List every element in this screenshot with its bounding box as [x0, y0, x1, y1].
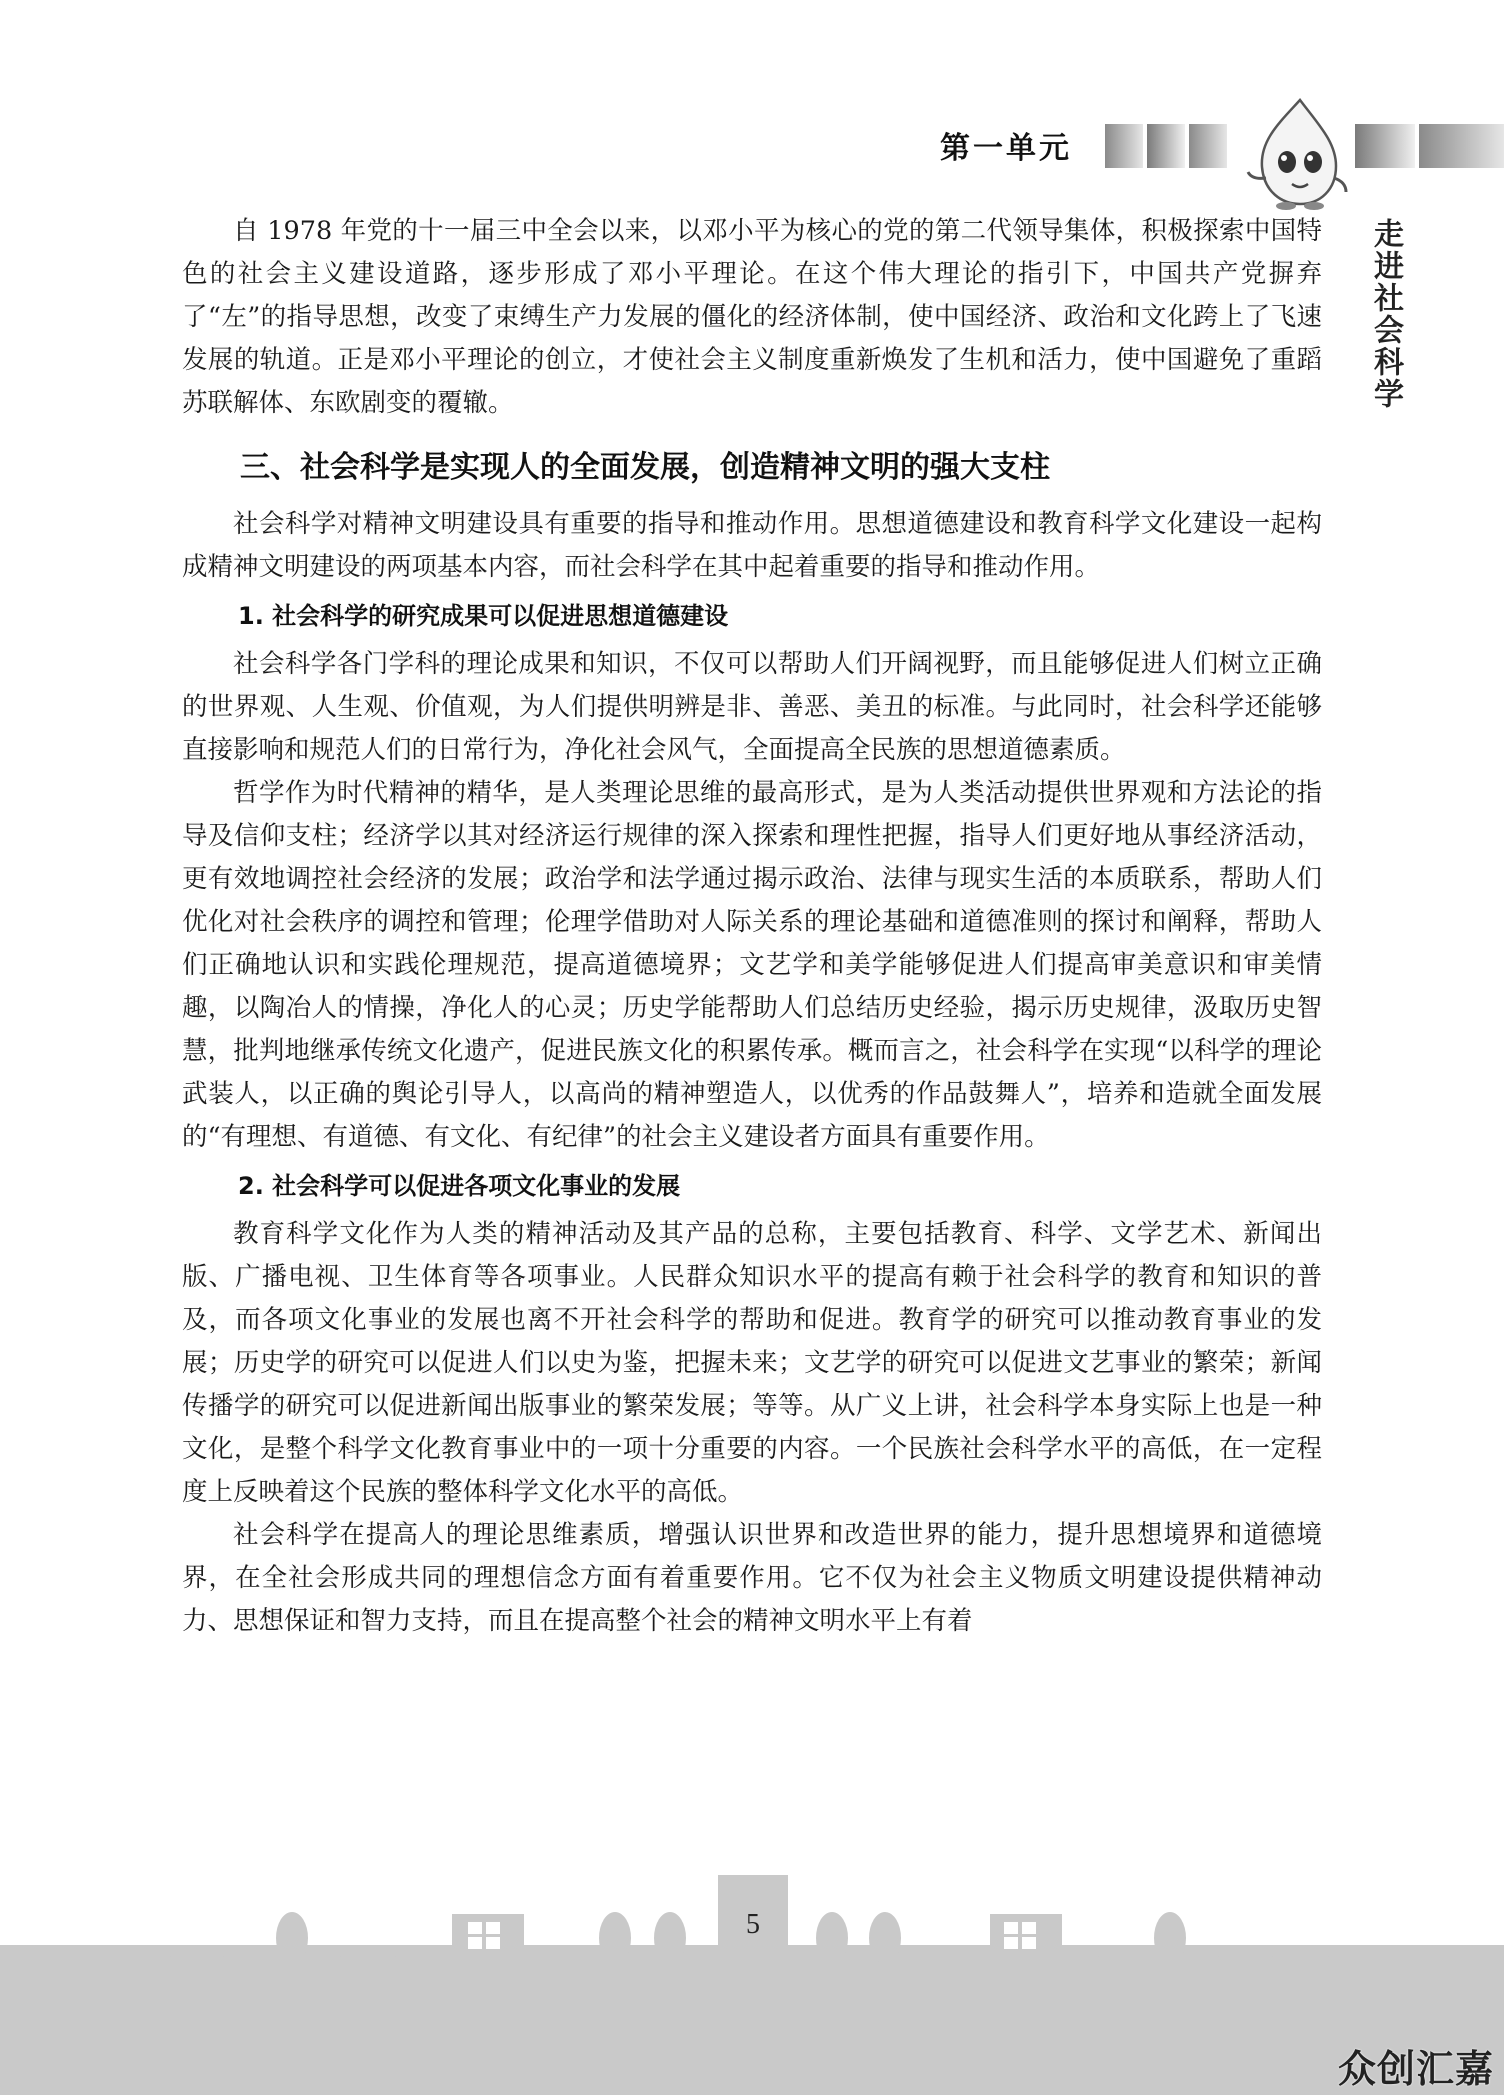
sub1-paragraph-1: 社会科学各门学科的理论成果和知识，不仅可以帮助人们开阔视野，而且能够促进人们树立正确的世界观、人生观、价值观，为人们提供明辨是非、善恶、美丑的标准。与此同时，社会科学还能够直接影响和规范人们的日常行为，净化社会风气，全面提高全民族的思想道德素质。 — [182, 649, 1322, 765]
city-skyline-illustration — [0, 1870, 1504, 2095]
unit-title: 第一单元 — [940, 131, 1072, 166]
subheading-2: 2. 社会科学可以促进各项文化事业的发展 — [238, 1172, 681, 1200]
sub1-paragraph-2: 哲学作为时代精神的精华，是人类理论思维的最高形式，是为人类活动提供世界观和方法论的指导及信仰支柱；经济学以其对经济运行规律的深入探索和理性把握，指导人们更好地从事经济活动，更有效地调控社会经济的发展；政治学和法学通过揭示政治、法律与现实生活的本质联系，帮助人们优化对社会秩序的调控和管理；伦理学借助对人际关系的理论基础和道德准则的探讨和阐释，帮助人们正确地认识和实践伦理规范，提高道德境界；文艺学和美学能够促进人们提高审美意识和审美情趣，以陶冶人的情操，净化人的心灵；历史学能帮助人们总结历史经验，揭示历史规律，汲取历史智慧，批判地继承传统文化遗产，促进民族文化的积累传承。概而言之，社会科学在实现“以科学的理论武装人，以正确的舆论引导人，以高尚的精神塑造人，以优秀的作品鼓舞人”，培养和造就全面发展的“有理想、有道德、有文化、有纪律”的社会主义建设者方面具有重要作用。 — [182, 778, 1322, 1152]
section-heading: 三、社会科学是实现人的全面发展，创造精神文明的强大支柱 — [240, 450, 1050, 485]
page-number: 5 — [746, 1909, 760, 1940]
droplet-mascot-icon — [1240, 92, 1350, 212]
subheading-1: 1. 社会科学的研究成果可以促进思想道德建设 — [238, 602, 729, 630]
page-header — [0, 0, 1504, 200]
watermark-logo: 众创汇嘉 — [1337, 2047, 1494, 2091]
sub2-paragraph-2: 社会科学在提高人的理论思维素质，增强认识世界和改造世界的能力，提升思想境界和道德境界，在全社会形成共同的理想信念方面有着重要作用。它不仅为社会主义物质文明建设提供精神动力、思想保证和智力支持，而且在提高整个社会的精神文明水平上有着 — [182, 1520, 1322, 1636]
sub2-paragraph-1: 教育科学文化作为人类的精神活动及其产品的总称，主要包括教育、科学、文学艺术、新闻出版、广播电视、卫生体育等各项事业。人民群众知识水平的提高有赖于社会科学的教育和知识的普及，而各项文化事业的发展也离不开社会科学的帮助和促进。教育学的研究可以推动教育事业的发展；历史学的研究可以促进人们以史为鉴，把握未来；文艺学的研究可以促进文艺事业的繁荣；新闻传播学的研究可以促进新闻出版事业的繁荣发展；等等。从广义上讲，社会科学本身实际上也是一种文化，是整个科学文化教育事业中的一项十分重要的内容。一个民族社会科学水平的高低，在一定程度上反映着这个民族的整体科学文化水平的高低。 — [182, 1219, 1322, 1507]
intro-paragraph: 自 1978 年党的十一届三中全会以来，以邓小平为核心的党的第二代领导集体，积极探索中国特色的社会主义建设道路，逐步形成了邓小平理论。在这个伟大理论的指引下，中国共产党摒弃了“左”的指导思想，改变了束缚生产力发展的僵化的经济体制，使中国经济、政治和文化跨上了飞速发展的轨道。正是邓小平理论的创立，才使社会主义制度重新焕发了生机和活力，使中国避免了重蹈苏联解体、东欧剧变的覆辙。 — [182, 216, 1322, 418]
section-intro-paragraph: 社会科学对精神文明建设具有重要的指导和推动作用。思想道德建设和教育科学文化建设一起构成精神文明建设的两项基本内容，而社会科学在其中起着重要的指导和推动作用。 — [182, 509, 1322, 582]
main-content — [182, 210, 1322, 1643]
side-vertical-title: 走进社会科学 — [1368, 218, 1403, 410]
page-footer — [0, 1870, 1504, 2095]
